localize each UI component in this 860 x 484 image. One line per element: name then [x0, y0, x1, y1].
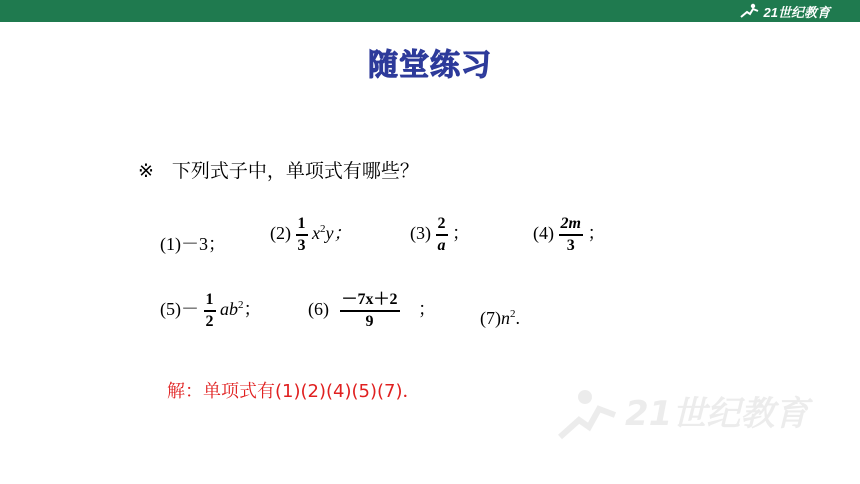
variable: ab	[220, 299, 238, 320]
item-7	[480, 308, 520, 329]
item-label: (5)	[160, 299, 181, 320]
brand-logo	[738, 2, 830, 20]
header-bar	[0, 0, 860, 22]
fraction	[296, 214, 308, 256]
answer-text: 解：单项式有(1)(2)(4)(5)(7)．	[167, 381, 421, 402]
watermark-logo	[555, 385, 840, 445]
item-4	[533, 214, 605, 256]
fraction	[340, 290, 400, 332]
exponent: 2	[510, 308, 516, 320]
punctuation: ；	[243, 299, 262, 320]
item-label: (7)	[480, 308, 501, 328]
item-label: (2)	[270, 223, 291, 244]
fraction	[204, 290, 216, 332]
variable: n	[501, 308, 510, 328]
denominator: 3	[566, 237, 575, 254]
question	[138, 156, 419, 183]
item-5	[160, 290, 262, 332]
variable: x	[312, 223, 320, 244]
punctuation: .	[515, 308, 520, 328]
watermark-text: 21世纪教育	[625, 394, 809, 434]
sign: －	[181, 299, 199, 320]
exponent: 2	[238, 299, 244, 312]
numerator: 2m	[559, 214, 583, 236]
item-label: (3)	[410, 223, 431, 244]
variable: y；	[325, 223, 352, 244]
item-label: (1)	[160, 234, 181, 254]
punctuation: ；	[452, 223, 470, 244]
reference-mark: ※	[138, 160, 154, 182]
runner-icon	[738, 3, 760, 19]
numerator: 1	[204, 290, 216, 312]
numerator: －7x＋2	[340, 290, 400, 312]
item-label: (6)	[308, 299, 329, 320]
denominator: 3	[297, 237, 306, 254]
item-label: (4)	[533, 223, 554, 244]
item-2	[270, 214, 352, 256]
item-3	[410, 214, 470, 256]
denominator: 2	[205, 313, 214, 330]
item-1	[160, 230, 226, 256]
punctuation: ；	[418, 299, 437, 320]
logo-text: 21世纪教育	[763, 4, 830, 20]
denominator: a	[437, 237, 446, 254]
page-title: 随堂练习	[368, 48, 492, 83]
item-6	[308, 290, 436, 332]
question-text: 下列式子中，单项式有哪些？	[171, 160, 419, 182]
item-expression: －3；	[181, 234, 226, 254]
numerator: 1	[296, 214, 308, 236]
fraction	[436, 214, 448, 256]
punctuation: ；	[587, 223, 606, 244]
fraction	[559, 214, 583, 256]
denominator: 9	[365, 313, 374, 330]
numerator: 2	[436, 214, 448, 236]
exponent: 2	[320, 223, 326, 236]
